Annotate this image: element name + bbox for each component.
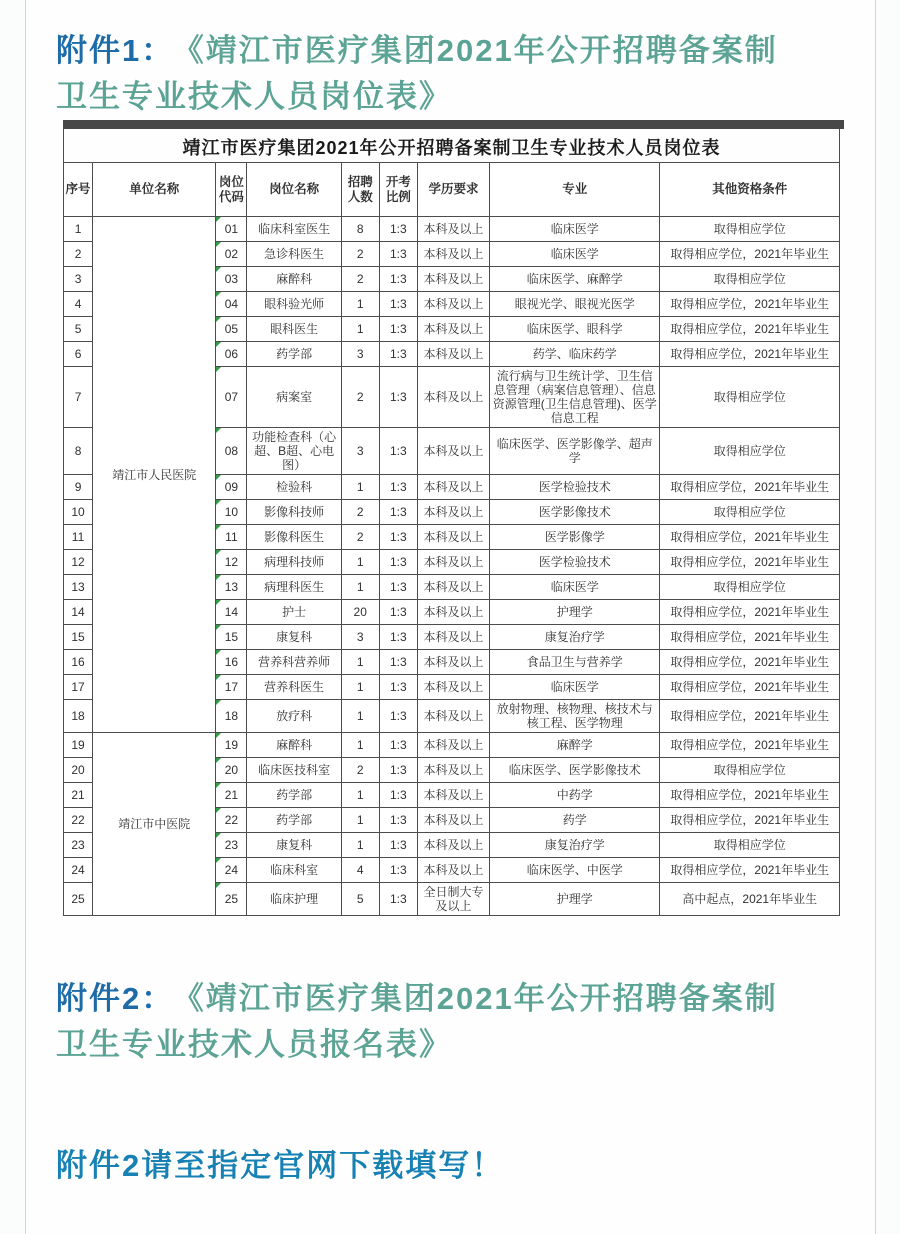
position-name: 影像科医生	[247, 525, 341, 550]
major: 麻醉学	[490, 733, 660, 758]
position-code: 09	[216, 475, 247, 500]
other-qualifications: 取得相应学位	[660, 500, 840, 525]
major: 康复治疗学	[490, 833, 660, 858]
green-triangle-icon	[216, 675, 221, 680]
positions-table-region	[63, 120, 844, 916]
education-requirement: 本科及以上	[417, 317, 489, 342]
education-requirement: 全日制大专及以上	[417, 883, 489, 916]
position-name: 麻醉科	[247, 733, 341, 758]
row-number: 12	[64, 550, 93, 575]
exam-ratio: 1:3	[379, 242, 417, 267]
major: 药学	[490, 808, 660, 833]
recruit-count: 3	[341, 428, 379, 475]
exam-ratio: 1:3	[379, 342, 417, 367]
recruit-count: 2	[341, 758, 379, 783]
position-name: 药学部	[247, 808, 341, 833]
position-name: 急诊科医生	[247, 242, 341, 267]
position-code: 13	[216, 575, 247, 600]
other-qualifications: 取得相应学位	[660, 833, 840, 858]
education-requirement: 本科及以上	[417, 550, 489, 575]
position-code: 21	[216, 783, 247, 808]
column-header: 单位名称	[93, 163, 216, 217]
position-name: 药学部	[247, 783, 341, 808]
position-name: 营养科医生	[247, 675, 341, 700]
major: 食品卫生与营养学	[490, 650, 660, 675]
position-name: 临床医技科室	[247, 758, 341, 783]
row-number: 5	[64, 317, 93, 342]
exam-ratio: 1:3	[379, 600, 417, 625]
recruit-count: 20	[341, 600, 379, 625]
other-qualifications: 取得相应学位，2021年毕业生	[660, 675, 840, 700]
position-name: 康复科	[247, 833, 341, 858]
major: 临床医学、中医学	[490, 858, 660, 883]
recruit-count: 1	[341, 808, 379, 833]
green-triangle-icon	[216, 525, 221, 530]
recruit-count: 4	[341, 858, 379, 883]
green-triangle-icon	[216, 650, 221, 655]
position-code: 10	[216, 500, 247, 525]
position-code: 20	[216, 758, 247, 783]
position-name: 影像科技师	[247, 500, 341, 525]
position-code: 11	[216, 525, 247, 550]
position-name: 临床科室	[247, 858, 341, 883]
other-qualifications: 取得相应学位，2021年毕业生	[660, 242, 840, 267]
position-name: 营养科营养师	[247, 650, 341, 675]
recruit-count: 1	[341, 550, 379, 575]
position-name: 病理科医生	[247, 575, 341, 600]
row-number: 8	[64, 428, 93, 475]
attachment1-title-line1: 《靖江市医疗集团2021年公开招聘备案制	[188, 33, 778, 68]
recruit-count: 2	[341, 267, 379, 292]
education-requirement: 本科及以上	[417, 600, 489, 625]
major: 临床医学、麻醉学	[490, 267, 660, 292]
row-number: 3	[64, 267, 93, 292]
other-qualifications: 取得相应学位，2021年毕业生	[660, 625, 840, 650]
exam-ratio: 1:3	[379, 808, 417, 833]
row-number: 24	[64, 858, 93, 883]
green-triangle-icon	[216, 758, 221, 763]
row-number: 11	[64, 525, 93, 550]
position-name: 眼科验光师	[247, 292, 341, 317]
education-requirement: 本科及以上	[417, 700, 489, 733]
education-requirement: 本科及以上	[417, 833, 489, 858]
column-header: 学历要求	[417, 163, 489, 217]
exam-ratio: 1:3	[379, 367, 417, 428]
row-number: 25	[64, 883, 93, 916]
major: 护理学	[490, 600, 660, 625]
green-triangle-icon	[216, 883, 221, 888]
education-requirement: 本科及以上	[417, 500, 489, 525]
attachment1-title-line2: 卫生专业技术人员岗位表》	[56, 79, 452, 114]
education-requirement: 本科及以上	[417, 733, 489, 758]
other-qualifications: 取得相应学位，2021年毕业生	[660, 550, 840, 575]
education-requirement: 本科及以上	[417, 217, 489, 242]
position-code: 07	[216, 367, 247, 428]
exam-ratio: 1:3	[379, 858, 417, 883]
exam-ratio: 1:3	[379, 475, 417, 500]
major: 医学检验技术	[490, 475, 660, 500]
major: 临床医学	[490, 217, 660, 242]
education-requirement: 本科及以上	[417, 650, 489, 675]
recruit-count: 8	[341, 217, 379, 242]
education-requirement: 本科及以上	[417, 428, 489, 475]
position-code: 08	[216, 428, 247, 475]
green-triangle-icon	[216, 833, 221, 838]
attachment2-title-line2: 卫生专业技术人员报名表》	[56, 1027, 452, 1062]
recruit-count: 5	[341, 883, 379, 916]
table-caption: 靖江市医疗集团2021年公开招聘备案制卫生专业技术人员岗位表	[63, 129, 840, 162]
attachment2-title-line1: 《靖江市医疗集团2021年公开招聘备案制	[188, 981, 778, 1016]
column-header: 岗位代码	[216, 163, 247, 217]
attachment2-label: 附件2：	[56, 981, 175, 1016]
exam-ratio: 1:3	[379, 733, 417, 758]
row-number: 18	[64, 700, 93, 733]
exam-ratio: 1:3	[379, 575, 417, 600]
green-triangle-icon	[216, 292, 221, 297]
position-name: 放疗科	[247, 700, 341, 733]
row-number: 6	[64, 342, 93, 367]
major: 药学、临床药学	[490, 342, 660, 367]
education-requirement: 本科及以上	[417, 783, 489, 808]
recruit-count: 3	[341, 342, 379, 367]
position-code: 02	[216, 242, 247, 267]
column-header: 岗位名称	[247, 163, 341, 217]
recruit-count: 2	[341, 367, 379, 428]
position-code: 19	[216, 733, 247, 758]
recruit-count: 1	[341, 783, 379, 808]
attachment2-heading	[56, 976, 855, 1068]
education-requirement: 本科及以上	[417, 292, 489, 317]
row-number: 15	[64, 625, 93, 650]
exam-ratio: 1:3	[379, 267, 417, 292]
row-number: 13	[64, 575, 93, 600]
recruit-count: 3	[341, 625, 379, 650]
position-code: 16	[216, 650, 247, 675]
exam-ratio: 1:3	[379, 428, 417, 475]
other-qualifications: 取得相应学位，2021年毕业生	[660, 317, 840, 342]
exam-ratio: 1:3	[379, 700, 417, 733]
row-number: 17	[64, 675, 93, 700]
position-code: 04	[216, 292, 247, 317]
other-qualifications: 取得相应学位，2021年毕业生	[660, 292, 840, 317]
education-requirement: 本科及以上	[417, 575, 489, 600]
position-code: 17	[216, 675, 247, 700]
row-number: 10	[64, 500, 93, 525]
green-triangle-icon	[216, 783, 221, 788]
position-code: 14	[216, 600, 247, 625]
other-qualifications: 取得相应学位	[660, 758, 840, 783]
recruit-count: 1	[341, 475, 379, 500]
green-triangle-icon	[216, 733, 221, 738]
unit-name-cell: 靖江市人民医院	[93, 217, 216, 733]
major: 中药学	[490, 783, 660, 808]
education-requirement: 本科及以上	[417, 758, 489, 783]
other-qualifications: 取得相应学位	[660, 267, 840, 292]
exam-ratio: 1:3	[379, 883, 417, 916]
major: 临床医学	[490, 575, 660, 600]
green-triangle-icon	[216, 367, 221, 372]
position-code: 23	[216, 833, 247, 858]
major: 护理学	[490, 883, 660, 916]
major: 临床医学	[490, 675, 660, 700]
green-triangle-icon	[216, 500, 221, 505]
other-qualifications: 取得相应学位，2021年毕业生	[660, 600, 840, 625]
exam-ratio: 1:3	[379, 650, 417, 675]
exam-ratio: 1:3	[379, 625, 417, 650]
row-number: 23	[64, 833, 93, 858]
table-row	[64, 217, 840, 242]
other-qualifications: 取得相应学位，2021年毕业生	[660, 342, 840, 367]
other-qualifications: 取得相应学位	[660, 428, 840, 475]
row-number: 1	[64, 217, 93, 242]
row-number: 21	[64, 783, 93, 808]
position-name: 临床护理	[247, 883, 341, 916]
education-requirement: 本科及以上	[417, 367, 489, 428]
recruit-count: 1	[341, 317, 379, 342]
green-triangle-icon	[216, 428, 221, 433]
green-triangle-icon	[216, 217, 221, 222]
recruit-count: 1	[341, 833, 379, 858]
education-requirement: 本科及以上	[417, 267, 489, 292]
column-header: 其他资格条件	[660, 163, 840, 217]
position-code: 12	[216, 550, 247, 575]
education-requirement: 本科及以上	[417, 808, 489, 833]
major: 医学检验技术	[490, 550, 660, 575]
position-name: 临床科室医生	[247, 217, 341, 242]
green-triangle-icon	[216, 550, 221, 555]
other-qualifications: 取得相应学位，2021年毕业生	[660, 700, 840, 733]
row-number: 9	[64, 475, 93, 500]
position-code: 03	[216, 267, 247, 292]
column-header: 开考比例	[379, 163, 417, 217]
green-triangle-icon	[216, 267, 221, 272]
green-triangle-icon	[216, 317, 221, 322]
position-code: 22	[216, 808, 247, 833]
position-name: 麻醉科	[247, 267, 341, 292]
green-triangle-icon	[216, 600, 221, 605]
row-number: 2	[64, 242, 93, 267]
major: 流行病与卫生统计学、卫生信息管理（病案信息管理）、信息资源管理(卫生信息管理)、医学信息工程	[490, 367, 660, 428]
recruit-count: 1	[341, 675, 379, 700]
education-requirement: 本科及以上	[417, 858, 489, 883]
positions-table	[63, 162, 840, 916]
position-code: 24	[216, 858, 247, 883]
recruit-count: 2	[341, 525, 379, 550]
unit-name-cell: 靖江市中医院	[93, 733, 216, 916]
exam-ratio: 1:3	[379, 500, 417, 525]
exam-ratio: 1:3	[379, 675, 417, 700]
education-requirement: 本科及以上	[417, 525, 489, 550]
other-qualifications: 取得相应学位，2021年毕业生	[660, 475, 840, 500]
position-code: 05	[216, 317, 247, 342]
education-requirement: 本科及以上	[417, 475, 489, 500]
exam-ratio: 1:3	[379, 217, 417, 242]
recruit-count: 1	[341, 292, 379, 317]
recruit-count: 1	[341, 733, 379, 758]
row-number: 4	[64, 292, 93, 317]
other-qualifications: 取得相应学位，2021年毕业生	[660, 733, 840, 758]
position-code: 18	[216, 700, 247, 733]
education-requirement: 本科及以上	[417, 675, 489, 700]
position-code: 06	[216, 342, 247, 367]
recruit-count: 1	[341, 575, 379, 600]
major: 放射物理、核物理、核技术与核工程、医学物理	[490, 700, 660, 733]
green-triangle-icon	[216, 700, 221, 705]
position-name: 功能检查科（心超、B超、心电图）	[247, 428, 341, 475]
row-number: 19	[64, 733, 93, 758]
exam-ratio: 1:3	[379, 783, 417, 808]
position-code: 15	[216, 625, 247, 650]
exam-ratio: 1:3	[379, 550, 417, 575]
position-name: 药学部	[247, 342, 341, 367]
education-requirement: 本科及以上	[417, 242, 489, 267]
table-header-row	[64, 163, 840, 217]
green-triangle-icon	[216, 242, 221, 247]
position-name: 病案室	[247, 367, 341, 428]
row-number: 16	[64, 650, 93, 675]
green-triangle-icon	[216, 342, 221, 347]
position-code: 01	[216, 217, 247, 242]
green-triangle-icon	[216, 808, 221, 813]
recruit-count: 1	[341, 650, 379, 675]
green-triangle-icon	[216, 858, 221, 863]
other-qualifications: 取得相应学位	[660, 367, 840, 428]
other-qualifications: 取得相应学位，2021年毕业生	[660, 525, 840, 550]
row-number: 14	[64, 600, 93, 625]
position-name: 眼科医生	[247, 317, 341, 342]
position-name: 康复科	[247, 625, 341, 650]
major: 医学影像技术	[490, 500, 660, 525]
row-number: 20	[64, 758, 93, 783]
major: 临床医学	[490, 242, 660, 267]
major: 眼视光学、眼视光医学	[490, 292, 660, 317]
education-requirement: 本科及以上	[417, 625, 489, 650]
major: 临床医学、眼科学	[490, 317, 660, 342]
attachment1-label: 附件1：	[56, 33, 175, 68]
green-triangle-icon	[216, 475, 221, 480]
education-requirement: 本科及以上	[417, 342, 489, 367]
other-qualifications: 高中起点，2021年毕业生	[660, 883, 840, 916]
green-triangle-icon	[216, 575, 221, 580]
other-qualifications: 取得相应学位，2021年毕业生	[660, 783, 840, 808]
column-header: 专业	[490, 163, 660, 217]
position-name: 病理科技师	[247, 550, 341, 575]
green-triangle-icon	[216, 625, 221, 630]
document-page	[25, 0, 876, 1234]
major: 康复治疗学	[490, 625, 660, 650]
column-header: 招聘人数	[341, 163, 379, 217]
other-qualifications: 取得相应学位，2021年毕业生	[660, 808, 840, 833]
major: 临床医学、医学影像技术	[490, 758, 660, 783]
exam-ratio: 1:3	[379, 525, 417, 550]
row-number: 7	[64, 367, 93, 428]
other-qualifications: 取得相应学位	[660, 217, 840, 242]
position-name: 检验科	[247, 475, 341, 500]
other-qualifications: 取得相应学位，2021年毕业生	[660, 650, 840, 675]
exam-ratio: 1:3	[379, 758, 417, 783]
exam-ratio: 1:3	[379, 833, 417, 858]
exam-ratio: 1:3	[379, 317, 417, 342]
attachment1-heading	[56, 28, 855, 120]
screenshot-top-bar	[63, 120, 844, 129]
column-header: 序号	[64, 163, 93, 217]
position-name: 护士	[247, 600, 341, 625]
recruit-count: 2	[341, 500, 379, 525]
other-qualifications: 取得相应学位	[660, 575, 840, 600]
other-qualifications: 取得相应学位，2021年毕业生	[660, 858, 840, 883]
download-note: 附件2请至指定官网下载填写！	[56, 1148, 505, 1183]
major: 医学影像学	[490, 525, 660, 550]
exam-ratio: 1:3	[379, 292, 417, 317]
major: 临床医学、医学影像学、超声学	[490, 428, 660, 475]
row-number: 22	[64, 808, 93, 833]
position-code: 25	[216, 883, 247, 916]
recruit-count: 2	[341, 242, 379, 267]
table-row	[64, 733, 840, 758]
recruit-count: 1	[341, 700, 379, 733]
